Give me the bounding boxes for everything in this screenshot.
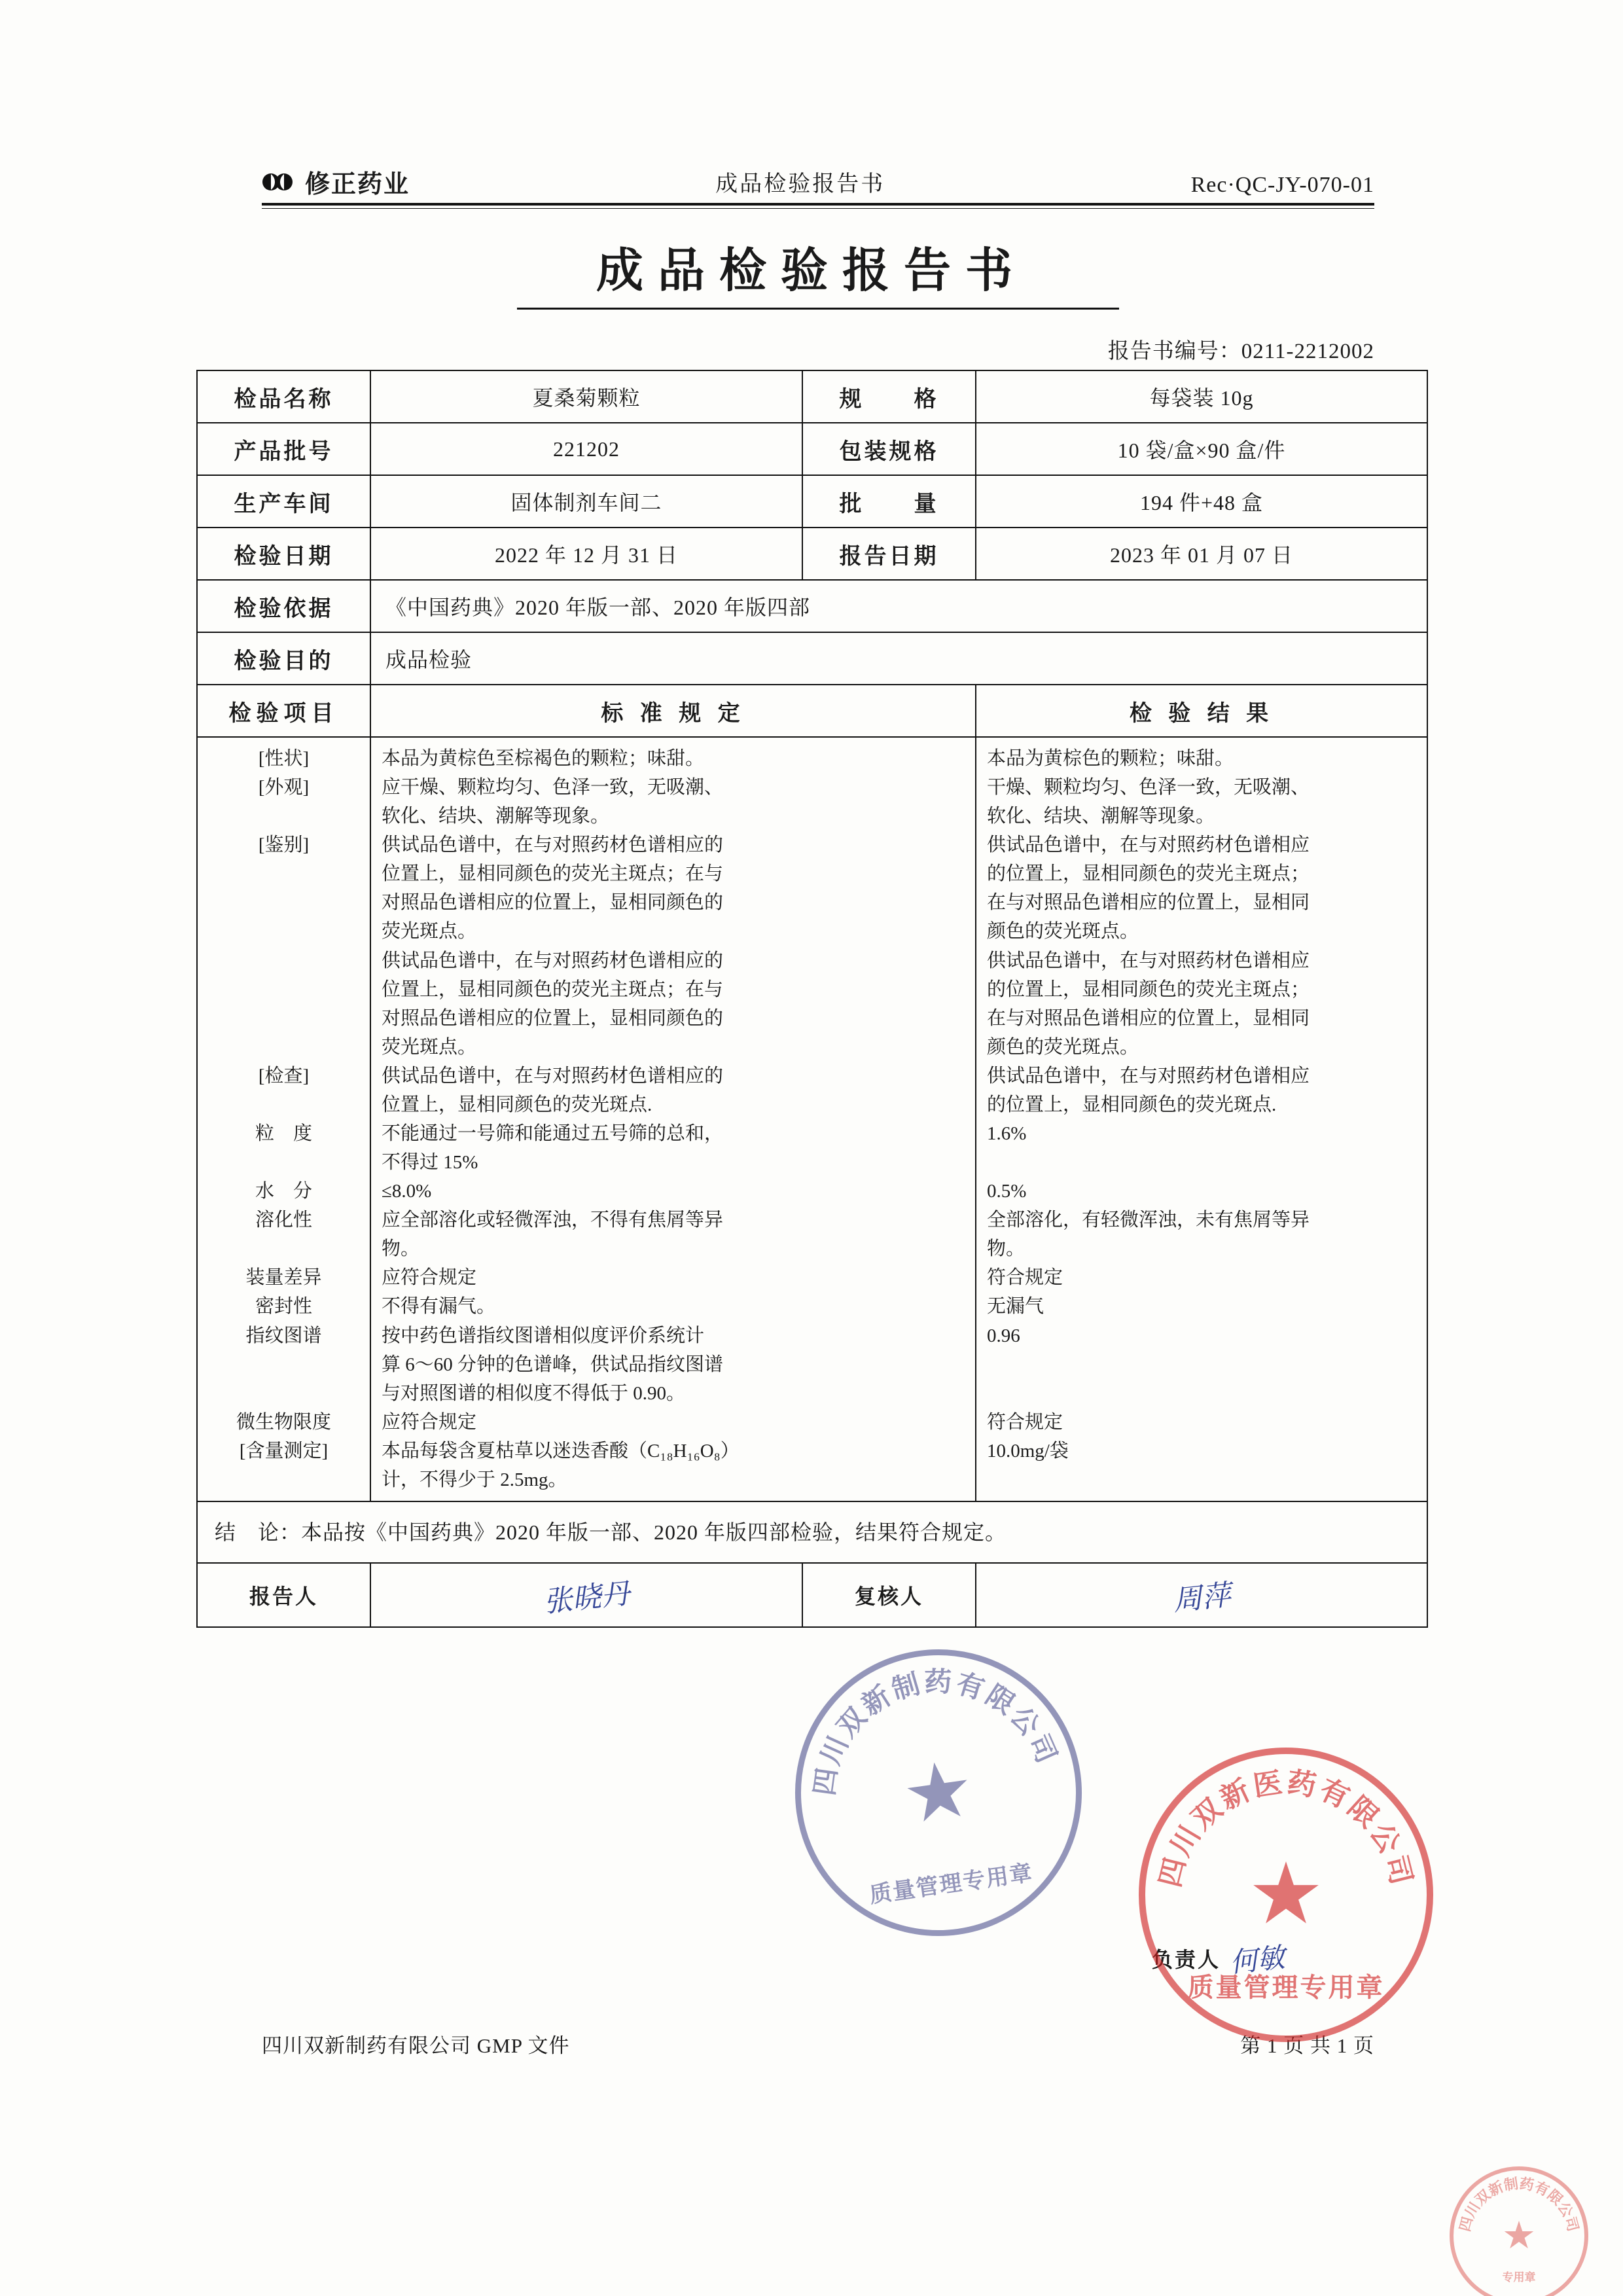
result-block-8 bbox=[987, 1292, 1416, 1321]
result-block-11 bbox=[987, 1437, 1416, 1494]
item-block-2 bbox=[203, 946, 365, 1062]
text-line: 应符合规定 bbox=[382, 1411, 477, 1433]
blue-stamp-star-icon: ★ bbox=[897, 1744, 980, 1840]
table-header-row bbox=[197, 685, 1427, 737]
field-label-batch-no: 产品批号 bbox=[197, 423, 370, 475]
text-line bbox=[203, 975, 365, 1004]
blue-stamp-bottom-text: 质量管理专用章 bbox=[868, 1860, 1035, 1908]
field-value-purpose: 成品检验 bbox=[370, 632, 1427, 685]
text-line: 的位置上，显相同颜色的荧光斑点. bbox=[987, 1094, 1277, 1115]
text-line: 全部溶化，有轻微浑浊，未有焦屑等异 bbox=[987, 1210, 1310, 1231]
table-row bbox=[197, 423, 1427, 475]
blue-stamp-arc-text bbox=[783, 1638, 1094, 1948]
text-line: 物。 bbox=[382, 1238, 420, 1260]
text-line: 荧光斑点。 bbox=[382, 1036, 477, 1058]
field-label-pack-spec: 包装规格 bbox=[802, 423, 976, 475]
signature-label-manager: 负责人 bbox=[1152, 1948, 1221, 1971]
header-rule-thin bbox=[262, 208, 1374, 209]
text-line: 装量差异 bbox=[245, 1267, 322, 1289]
text-line: 符合规定 bbox=[987, 1411, 1063, 1433]
field-label-test-date: 检验日期 bbox=[197, 528, 370, 580]
text-line bbox=[987, 1350, 1416, 1379]
text-line: 位置上，显相同颜色的荧光主斑点；在与 bbox=[382, 978, 724, 1000]
standard-block-11 bbox=[382, 1437, 965, 1494]
page-footer bbox=[262, 2029, 1374, 2058]
text-line bbox=[203, 917, 365, 946]
text-line bbox=[203, 1033, 365, 1062]
text-line: 0.96 bbox=[987, 1325, 1020, 1346]
report-number-value: 0211-2212002 bbox=[1241, 340, 1374, 363]
signature-label-reviewer: 复核人 bbox=[802, 1563, 976, 1627]
red-small-stamp-bottom-text: 专用章 bbox=[1502, 2271, 1536, 2284]
title-underline bbox=[517, 308, 1119, 310]
standard-block-2 bbox=[382, 946, 965, 1062]
company-logo-icon bbox=[262, 169, 296, 195]
text-line: 干燥、颗粒均匀、色泽一致，无吸潮、 bbox=[987, 777, 1310, 798]
text-line: [鉴别] bbox=[258, 834, 310, 856]
inspection-result-column bbox=[976, 737, 1427, 1501]
text-line: 软化、结块、潮解等现象。 bbox=[382, 806, 610, 827]
text-line: ≤8.0% bbox=[382, 1181, 432, 1202]
text-line: 的位置上，显相同颜色的荧光主斑点； bbox=[987, 863, 1310, 885]
inspection-table bbox=[196, 370, 1428, 1628]
text-line: 位置上，显相同颜色的荧光主斑点；在与 bbox=[382, 863, 724, 885]
inspection-body-row bbox=[197, 737, 1427, 1501]
item-block-6 bbox=[203, 1206, 365, 1263]
text-line: 颜色的荧光斑点。 bbox=[987, 1036, 1139, 1058]
field-value-pack-spec: 10 袋/盒×90 盒/件 bbox=[976, 423, 1427, 475]
text-line: 本品每袋含夏枯草以迷迭香酸（C₁₈H₁₆O₈） bbox=[382, 1440, 740, 1462]
signature-field-reviewer[interactable] bbox=[976, 1563, 1427, 1627]
signature-field-reporter[interactable] bbox=[370, 1563, 802, 1627]
text-line bbox=[203, 888, 365, 917]
header-doc-kind: 成品检验报告书 bbox=[715, 171, 885, 196]
text-line: 在与对照品色谱相应的位置上，显相同 bbox=[987, 1007, 1310, 1029]
report-number bbox=[1108, 334, 1374, 365]
result-block-1 bbox=[987, 831, 1416, 946]
signature-ink-manager: 何敏 bbox=[1228, 1943, 1287, 1979]
conclusion-label: 结 论： bbox=[215, 1520, 302, 1545]
red-small-stamp bbox=[1450, 2166, 1588, 2296]
text-line: [外观] bbox=[258, 777, 310, 798]
company-name: 修正药业 bbox=[305, 171, 410, 198]
table-row bbox=[197, 475, 1427, 528]
field-label-purpose: 检验目的 bbox=[197, 632, 370, 685]
text-line: 对照品色谱相应的位置上，显相同颜色的 bbox=[382, 1007, 724, 1029]
field-label-workshop: 生产车间 bbox=[197, 475, 370, 528]
text-line bbox=[203, 1234, 365, 1263]
result-block-9 bbox=[987, 1321, 1416, 1408]
result-block-10 bbox=[987, 1408, 1416, 1437]
text-line: 对照品色谱相应的位置上，显相同颜色的 bbox=[382, 892, 724, 914]
text-line: 与对照图谱的相似度不得低于 0.90。 bbox=[382, 1382, 686, 1404]
text-line: 指纹图谱 bbox=[245, 1325, 322, 1346]
field-value-batch-no: 221202 bbox=[370, 423, 802, 475]
field-value-report-date: 2023 年 01 月 07 日 bbox=[976, 528, 1427, 580]
inspection-standard-column bbox=[370, 737, 976, 1501]
standard-block-3 bbox=[382, 1062, 965, 1119]
svg-text:四川双新医药有限公司: 四川双新医药有限公司 bbox=[1154, 1766, 1418, 1891]
document-header bbox=[262, 164, 1374, 200]
standard-block-0 bbox=[382, 744, 965, 831]
result-block-2 bbox=[987, 946, 1416, 1062]
text-line: 无漏气 bbox=[987, 1296, 1044, 1318]
standard-block-5 bbox=[382, 1177, 965, 1206]
col-header-item: 检验项目 bbox=[197, 685, 370, 737]
header-rule-thick bbox=[262, 203, 1374, 206]
text-line: 物。 bbox=[987, 1238, 1026, 1260]
text-line bbox=[203, 1379, 365, 1408]
conclusion-text: 本品按《中国药典》2020 年版一部、2020 年版四部检验，结果符合规定。 bbox=[301, 1520, 1007, 1545]
footer-left-text: 四川双新制药有限公司 GMP 文件 bbox=[262, 2034, 570, 2057]
result-block-3 bbox=[987, 1062, 1416, 1119]
text-line: 的位置上，显相同颜色的荧光主斑点； bbox=[987, 978, 1310, 1000]
field-value-basis: 《中国药典》2020 年版一部、2020 年版四部 bbox=[370, 580, 1427, 632]
text-line: 不能通过一号筛和能通过五号筛的总和， bbox=[382, 1123, 724, 1145]
standard-block-1 bbox=[382, 831, 965, 946]
signature-field-manager-wrap bbox=[1152, 1939, 1427, 1978]
table-row bbox=[197, 580, 1427, 632]
standard-block-6 bbox=[382, 1206, 965, 1263]
field-label-batch-size: 批 量 bbox=[802, 475, 976, 528]
text-line: 应全部溶化或轻微浑浊，不得有焦屑等异 bbox=[382, 1210, 724, 1231]
text-line: 计，不得少于 2.5mg。 bbox=[382, 1469, 567, 1490]
text-line bbox=[203, 802, 365, 831]
text-line bbox=[203, 1004, 365, 1033]
text-line: [检查] bbox=[258, 1065, 310, 1086]
red-small-stamp-arc-text bbox=[1454, 2170, 1584, 2296]
result-block-6 bbox=[987, 1206, 1416, 1263]
text-line bbox=[987, 1379, 1416, 1408]
text-line: 1.6% bbox=[987, 1123, 1027, 1145]
field-value-workshop: 固体制剂车间二 bbox=[370, 475, 802, 528]
svg-text:四川双新制药有限公司: 四川双新制药有限公司 bbox=[808, 1666, 1064, 1798]
signature-ink-reporter: 张晓丹 bbox=[542, 1577, 632, 1619]
standard-block-7 bbox=[382, 1263, 965, 1292]
signature-label-reporter: 报告人 bbox=[197, 1563, 370, 1627]
field-value-product-name: 夏桑菊颗粒 bbox=[370, 370, 802, 423]
conclusion-row bbox=[197, 1501, 1427, 1563]
item-block-3 bbox=[203, 1062, 365, 1119]
text-line bbox=[203, 1465, 365, 1494]
report-number-label: 报告书编号： bbox=[1107, 340, 1241, 363]
signature-row bbox=[197, 1563, 1427, 1627]
item-block-7 bbox=[203, 1263, 365, 1292]
field-value-batch-size: 194 件+48 盒 bbox=[976, 475, 1427, 528]
red-small-stamp-star-icon: ★ bbox=[1502, 2214, 1536, 2257]
text-line: 应干燥、颗粒均匀、色泽一致，无吸潮、 bbox=[382, 777, 724, 798]
standard-block-9 bbox=[382, 1321, 965, 1408]
text-line bbox=[203, 1090, 365, 1119]
text-line bbox=[203, 1148, 365, 1177]
text-line: 供试品色谱中，在与对照药材色谱相应的 bbox=[382, 834, 724, 856]
text-line: [性状] bbox=[258, 748, 310, 769]
text-line bbox=[987, 1148, 1416, 1177]
result-block-0 bbox=[987, 744, 1416, 831]
page-title: 成品检验报告书 bbox=[596, 245, 1027, 297]
text-line: 0.5% bbox=[987, 1181, 1027, 1202]
standard-block-8 bbox=[382, 1292, 965, 1321]
item-block-11 bbox=[203, 1437, 365, 1494]
company-brand bbox=[262, 164, 410, 200]
text-line: 在与对照品色谱相应的位置上，显相同 bbox=[987, 892, 1310, 914]
table-row bbox=[197, 370, 1427, 423]
text-line bbox=[203, 859, 365, 888]
field-value-test-date: 2022 年 12 月 31 日 bbox=[370, 528, 802, 580]
text-line: 符合规定 bbox=[987, 1267, 1063, 1289]
result-block-5 bbox=[987, 1177, 1416, 1206]
red-stamp-arc-text bbox=[1145, 1754, 1427, 2036]
red-stamp-star-icon: ★ bbox=[1247, 1848, 1325, 1942]
text-line: 软化、结块、潮解等现象。 bbox=[987, 806, 1215, 827]
text-line: [含量测定] bbox=[239, 1440, 329, 1462]
text-line: 按中药色谱指纹图谱相似度评价系统计 bbox=[382, 1325, 705, 1346]
red-quality-stamp bbox=[1139, 1748, 1433, 2042]
item-block-8 bbox=[203, 1292, 365, 1321]
text-line: 荧光斑点。 bbox=[382, 921, 477, 942]
text-line bbox=[203, 1350, 365, 1379]
text-line: 位置上，显相同颜色的荧光斑点. bbox=[382, 1094, 652, 1115]
text-line: 颜色的荧光斑点。 bbox=[987, 921, 1139, 942]
item-block-1 bbox=[203, 831, 365, 946]
item-block-4 bbox=[203, 1119, 365, 1177]
result-block-7 bbox=[987, 1263, 1416, 1292]
text-line: 应符合规定 bbox=[382, 1267, 477, 1289]
svg-text:四川双新制药有限公司: 四川双新制药有限公司 bbox=[1456, 2175, 1582, 2234]
text-line: 10.0mg/袋 bbox=[987, 1440, 1069, 1462]
red-stamp-bottom-text: 质量管理专用章 bbox=[1187, 1973, 1385, 2002]
item-block-9 bbox=[203, 1321, 365, 1408]
text-line bbox=[203, 946, 365, 975]
field-label-product-name: 检品名称 bbox=[197, 370, 370, 423]
text-line: 本品为黄棕色的颗粒；味甜。 bbox=[987, 748, 1234, 769]
footer-right-text: 第 1 页 共 1 页 bbox=[1240, 2034, 1374, 2057]
standard-block-10 bbox=[382, 1408, 965, 1437]
col-header-standard: 标 准 规 定 bbox=[370, 685, 976, 737]
text-line: 不得有漏气。 bbox=[382, 1296, 496, 1318]
blue-quality-stamp bbox=[777, 1631, 1101, 1955]
text-line: 算 6～60 分钟的色谱峰，供试品指纹图谱 bbox=[382, 1354, 724, 1375]
text-line: 粒 度 bbox=[255, 1123, 312, 1145]
result-block-4 bbox=[987, 1119, 1416, 1177]
text-line: 密封性 bbox=[255, 1296, 312, 1318]
standard-block-4 bbox=[382, 1119, 965, 1177]
table-row bbox=[197, 632, 1427, 685]
field-value-spec: 每袋装 10g bbox=[976, 370, 1427, 423]
item-block-10 bbox=[203, 1408, 365, 1437]
col-header-result: 检 验 结 果 bbox=[976, 685, 1427, 737]
text-line: 供试品色谱中，在与对照药材色谱相应 bbox=[987, 950, 1310, 971]
item-block-5 bbox=[203, 1177, 365, 1206]
text-line: 本品为黄棕色至棕褐色的颗粒；味甜。 bbox=[382, 748, 705, 769]
text-line: 供试品色谱中，在与对照药材色谱相应的 bbox=[382, 1065, 724, 1086]
text-line: 水 分 bbox=[255, 1181, 312, 1202]
conclusion-cell bbox=[197, 1501, 1427, 1563]
field-label-basis: 检验依据 bbox=[197, 580, 370, 632]
text-line bbox=[987, 1465, 1416, 1494]
table-row bbox=[197, 528, 1427, 580]
text-line: 供试品色谱中，在与对照药材色谱相应的 bbox=[382, 950, 724, 971]
text-line: 供试品色谱中，在与对照药材色谱相应 bbox=[987, 834, 1310, 856]
item-block-0 bbox=[203, 744, 365, 831]
inspection-items-column bbox=[197, 737, 370, 1501]
signature-ink-reviewer: 周萍 bbox=[1171, 1579, 1232, 1617]
field-label-spec: 规 格 bbox=[802, 370, 976, 423]
text-line: 不得过 15% bbox=[382, 1152, 478, 1174]
text-line: 供试品色谱中，在与对照药材色谱相应 bbox=[987, 1065, 1310, 1086]
text-line: 溶化性 bbox=[255, 1210, 312, 1231]
header-rec-code: Rec·QC-JY-070-01 bbox=[1190, 173, 1374, 197]
field-label-report-date: 报告日期 bbox=[802, 528, 976, 580]
text-line: 微生物限度 bbox=[236, 1411, 331, 1433]
